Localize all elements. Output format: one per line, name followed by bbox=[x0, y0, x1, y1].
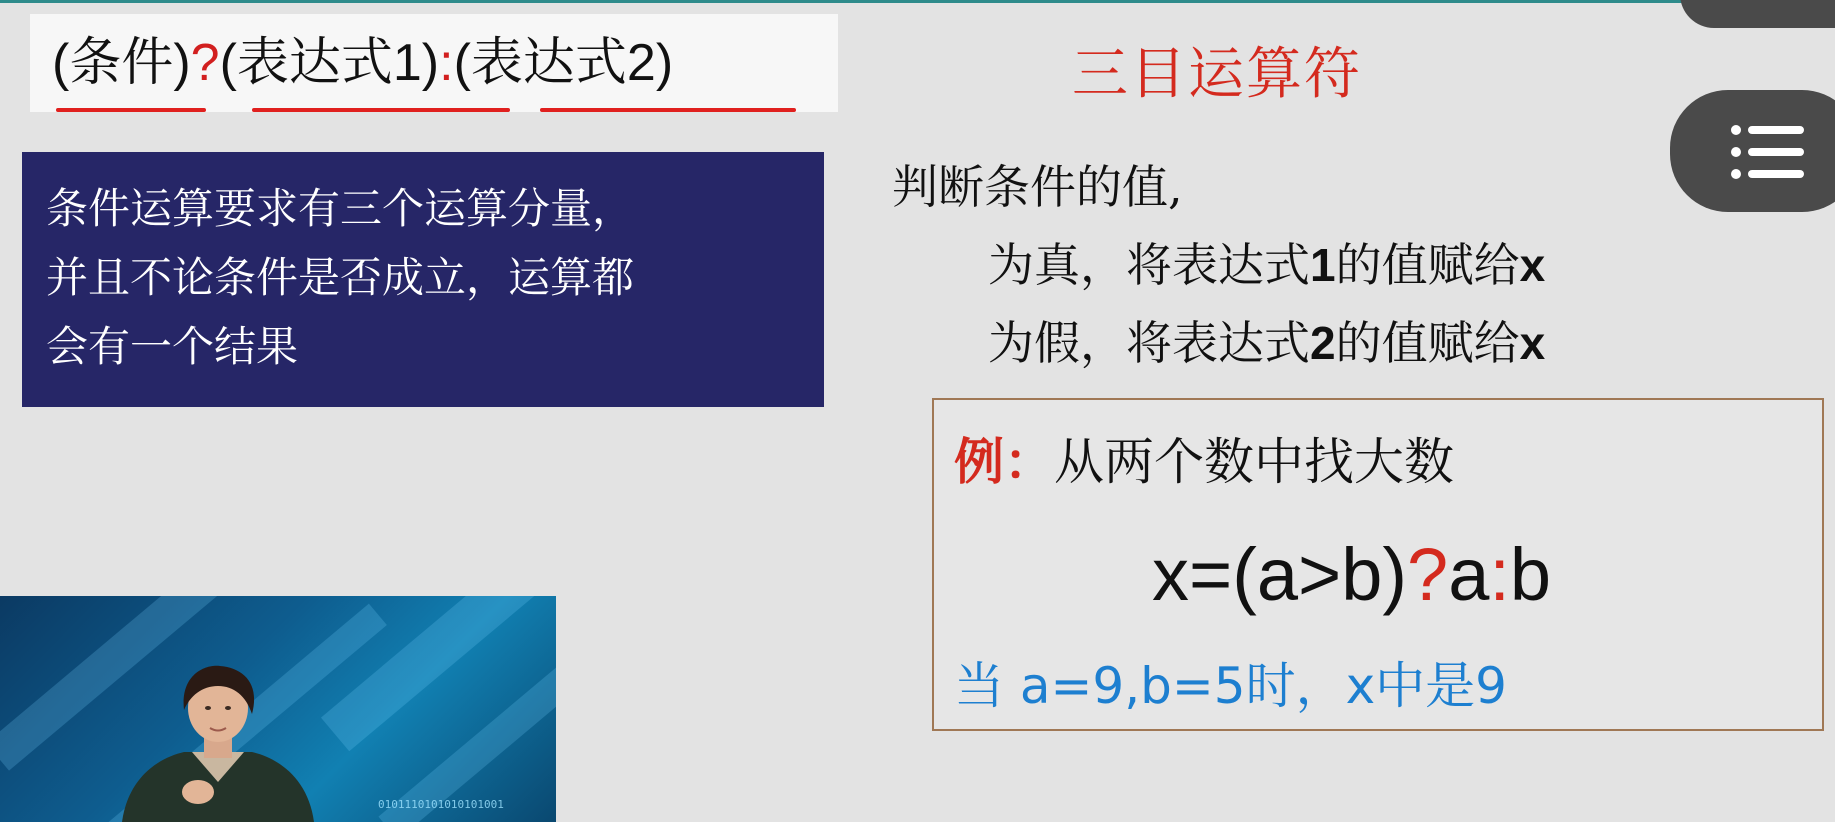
false-variable: x bbox=[1519, 317, 1546, 369]
example-heading bbox=[954, 422, 1454, 494]
explanation-text bbox=[892, 148, 1545, 382]
false-suffix: 的值赋给 bbox=[1335, 316, 1520, 370]
explanation-true-line bbox=[892, 226, 1545, 304]
true-prefix: 为真，将表达式 bbox=[988, 238, 1310, 292]
expression-condition: x=(a>b) bbox=[1152, 533, 1408, 616]
underline-expression-2 bbox=[540, 108, 796, 112]
example-expression bbox=[1152, 532, 1551, 617]
description-box bbox=[22, 152, 824, 407]
example-label: 例： bbox=[954, 433, 1054, 491]
expression-question-mark: ? bbox=[1407, 533, 1449, 616]
syntax-expression-2: (表达式2) bbox=[453, 34, 674, 92]
floating-top-button[interactable] bbox=[1680, 0, 1835, 28]
true-number: 1 bbox=[1310, 239, 1336, 291]
example-box bbox=[932, 398, 1824, 731]
false-prefix: 为假，将表达式 bbox=[988, 316, 1310, 370]
video-binary-text: 0101110101010101001 bbox=[378, 798, 504, 811]
presenter-video[interactable] bbox=[0, 596, 556, 822]
slide-title: 三目运算符 bbox=[1072, 42, 1362, 107]
expression-b: b bbox=[1509, 533, 1552, 616]
example-heading-text: 从两个数中找大数 bbox=[1054, 433, 1454, 491]
explanation-line-1: 判断条件的值, bbox=[892, 160, 1183, 214]
top-accent-line bbox=[0, 0, 1835, 3]
explanation-false-line bbox=[892, 304, 1545, 382]
syntax-colon: : bbox=[439, 34, 454, 92]
false-number: 2 bbox=[1310, 317, 1336, 369]
description-line: 条件运算要求有三个运算分量， bbox=[46, 184, 635, 233]
expression-a: a bbox=[1448, 533, 1490, 616]
underline-condition bbox=[56, 108, 206, 112]
underline-expression-1 bbox=[252, 108, 510, 112]
expression-colon: : bbox=[1489, 533, 1510, 616]
description-line: 会有一个结果 bbox=[46, 322, 299, 371]
description-line: 并且不论条件是否成立，运算都 bbox=[46, 253, 635, 302]
menu-button[interactable] bbox=[1670, 90, 1835, 212]
syntax-question-mark: ? bbox=[190, 34, 220, 92]
syntax-expression-1: (表达式1) bbox=[219, 34, 440, 92]
syntax-banner bbox=[30, 14, 838, 112]
example-result: 当 a=9,b=5时，x中是9 bbox=[954, 657, 1507, 715]
true-variable: x bbox=[1519, 239, 1546, 291]
presenter-figure bbox=[118, 660, 318, 822]
true-suffix: 的值赋给 bbox=[1335, 238, 1520, 292]
menu-icon bbox=[1730, 120, 1810, 184]
syntax-condition: (条件) bbox=[52, 34, 191, 92]
